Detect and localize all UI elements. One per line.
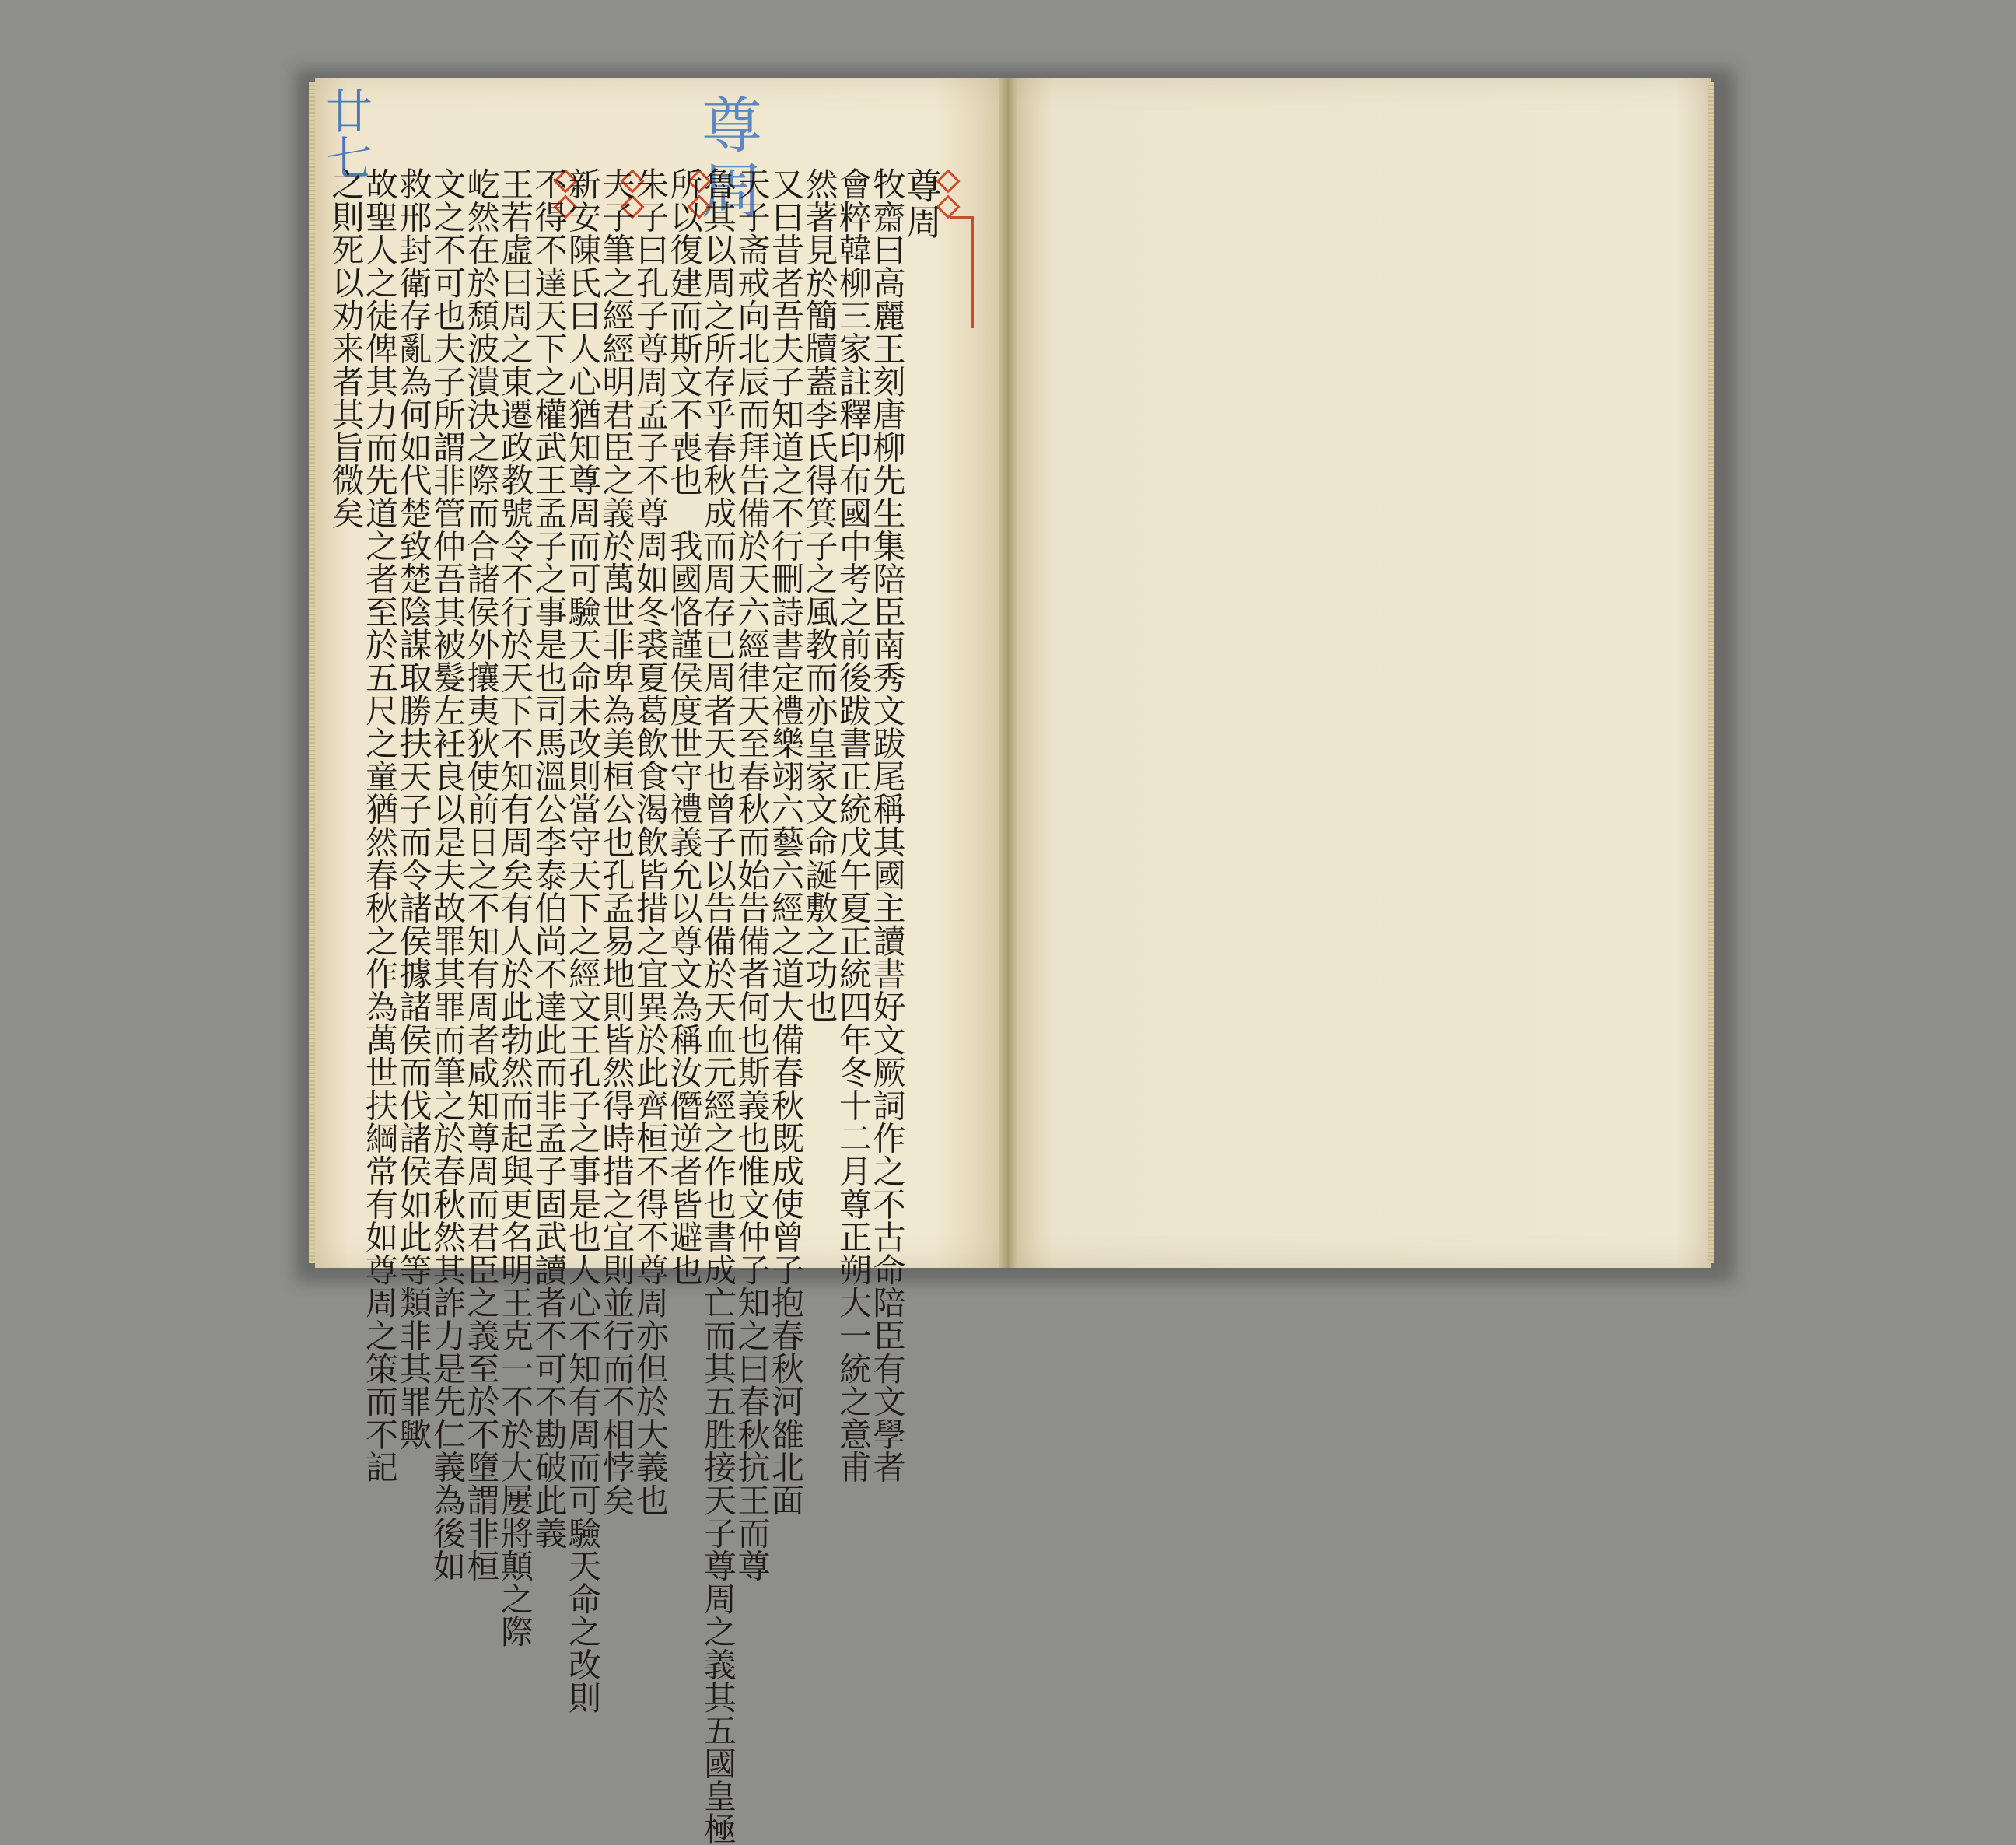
- folio-number: 廿七: [318, 87, 373, 180]
- left-page-edge: [309, 82, 315, 1263]
- text-column: 又曰昔者吾夫子知道之不行刪詩書定禮樂翊六藝六經之道大備春秋既成使曾子抱春秋河雒北面: [767, 167, 805, 1517]
- text-column: 夫子筆之經經明君臣之義於萬世非卑為美桓公也孔孟易地則皆然得時措之宜則並行而不相悖矣: [597, 167, 636, 1517]
- text-column: 之則死以劝来者其旨微矣: [327, 167, 366, 530]
- text-column: 屹然在於頹波潰決之際而合諸侯外攘夷狄使前日之不知有周者咸知尊周而君臣之義至於不墮謂非桓: [462, 167, 501, 1582]
- text-column: 不得不達天下之權武王孟子之事是也司馬溫公李泰伯尚不達此而非孟子固武讀者不可不勘破此義: [530, 167, 569, 1549]
- text-column: 所以復建而斯文不喪也 我國恪謹侯度世守禮義允以尊文為稱汝僭逆者皆避也: [665, 167, 704, 1287]
- text-column: 會粹韓柳三家註釋印布國中考之前後跋書正統戊午夏正統四年冬十二月尊正朔大一統之意甫: [835, 167, 873, 1483]
- right-page-edge: [1708, 82, 1714, 1263]
- text-column: 天子斋戒向北辰而拜告備於天六經律天至春秋而始告備者何也斯義也惟文仲子知之曰春秋抗王而尊: [733, 167, 772, 1582]
- text-column: 然著見於簡牘蓋李氏得箕子之風教而亦皇家文命誕敷之功也: [800, 167, 839, 1023]
- text-column: 魯其以周之所存乎春秋成而周存已周者天也曾子以告備於天血元經之作也書成亡而其五胜接天子尊周之義其五國皇極: [699, 167, 737, 1845]
- text-column: 故聖人之徒俾其力而先道之者至於五尺之童猶然春秋之作為萬世扶綱常有如尊周之策而不記: [361, 167, 399, 1483]
- text-column: 朱子曰孔子尊周孟子不尊周如冬裘夏葛飲食渴飲皆措之宜異於此齊桓不得不尊周亦但於大義也: [632, 167, 670, 1517]
- right-page: [1011, 78, 1711, 1268]
- running-head: 尊周: [691, 93, 761, 224]
- section-title: 尊周: [901, 167, 943, 240]
- text-column: 文之不可也夫子所謂非管仲吾其被髮左衽良以是夫故罪其罪而筆之於春秋然其詐力是先仁義為後如: [429, 167, 467, 1582]
- text-column: 王若虛曰周之東遷政教號令不行於天下不知有周矣有人於此勃然而起與更名明王克一不於大屢將顛之際: [496, 167, 534, 1648]
- text-column: 救邢封衛存亂為何如代楚致楚陰謀取勝扶天子而令諸侯據諸侯而伐諸侯如此等類非其罪歟: [394, 167, 433, 1451]
- text-column: 牧齋曰高麗王刻唐柳先生集陪臣南秀文跋尾稱其國主讀書好文厥詞作之不古命陪臣有文學者: [868, 167, 907, 1483]
- text-column: 新安陳氏曰人心猶知尊周而可驗天命未改則當守天下之經文王孔子之事是也人心不知有周而可驗天命之改則: [564, 167, 602, 1714]
- manuscript-text: [327, 167, 972, 1845]
- book-gutter: [999, 78, 1017, 1268]
